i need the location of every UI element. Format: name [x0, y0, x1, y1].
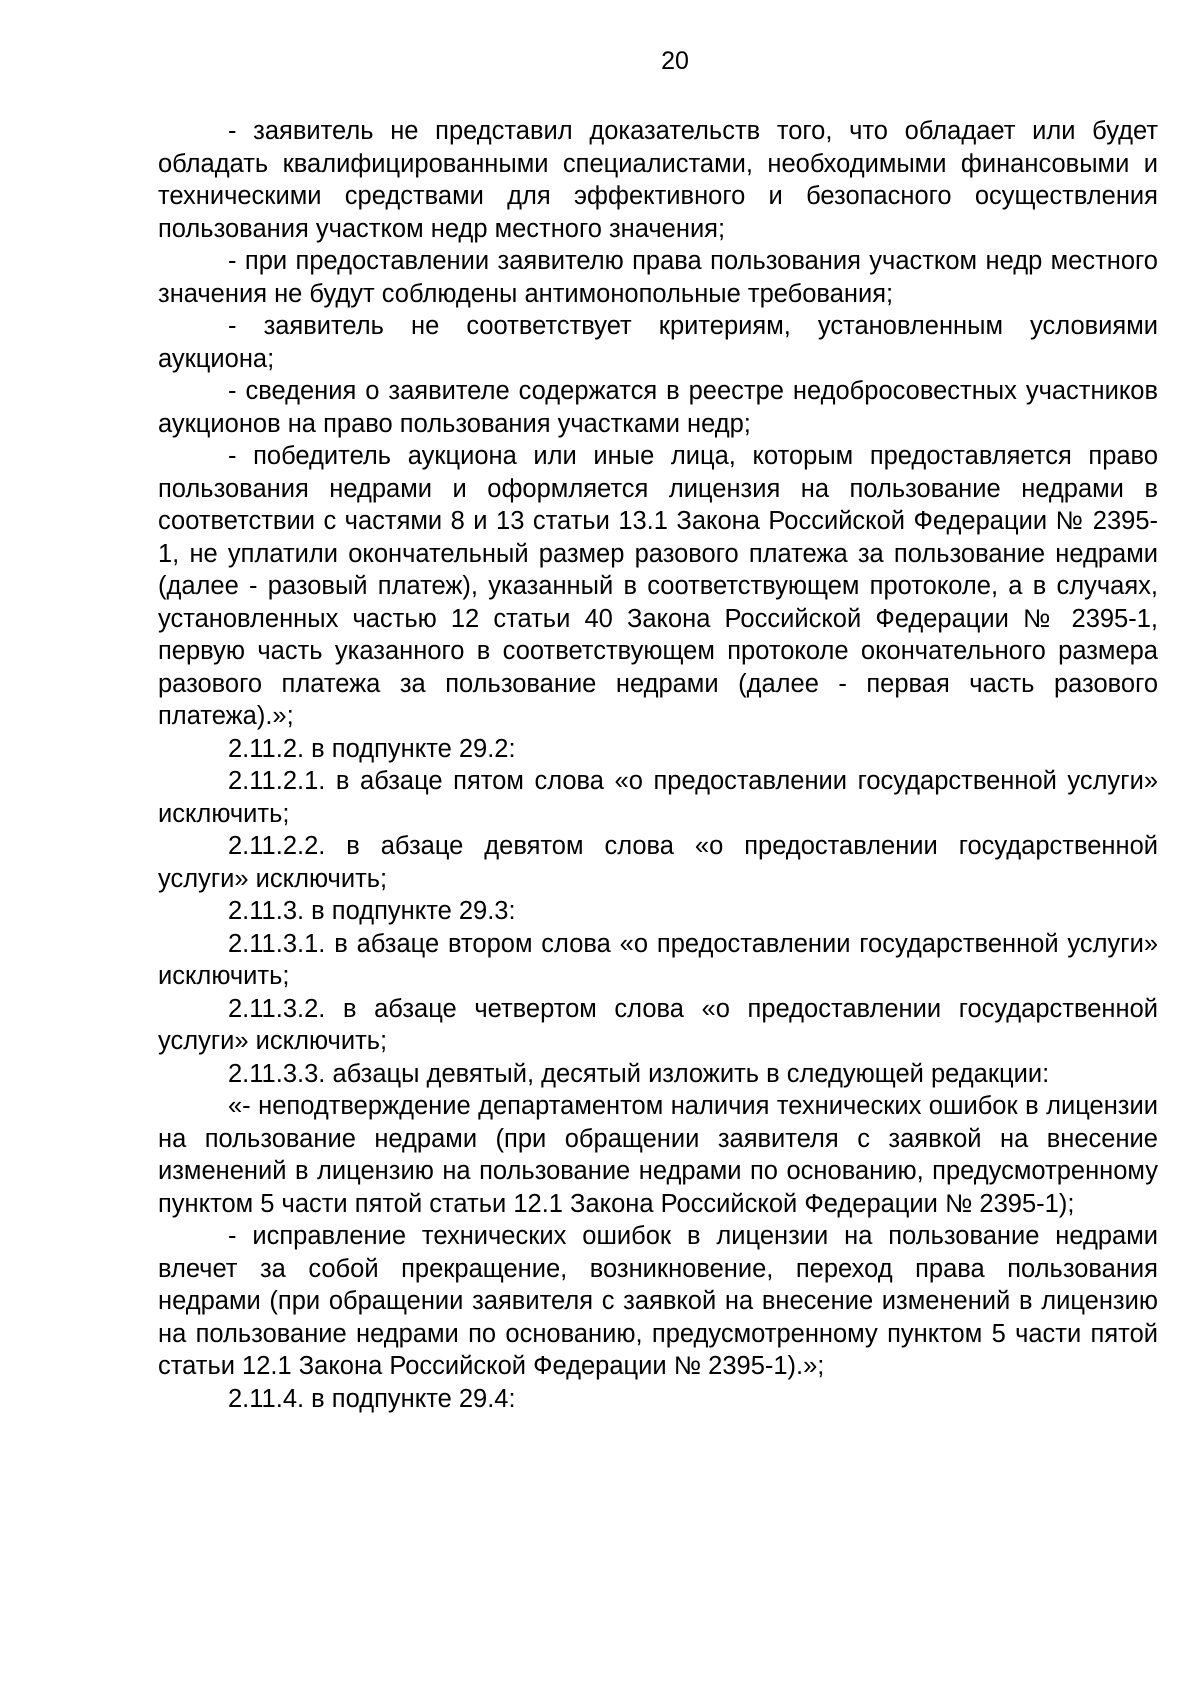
- document-body: [158, 115, 1158, 1415]
- paragraph-2-11-2-2: 2.11.2.2. в абзаце девятом слова «о предоставлении государственной услуги» исключить;: [158, 832, 1158, 893]
- paragraph-criteria: - заявитель не соответствует критериям, установленным условиями аукциона;: [158, 312, 1158, 373]
- paragraph-error-correction: - исправление технических ошибок в лицензии на пользование недрами влечет за собой прекращение, возникновение, переход права пользования недрами (при обращении заявителя с заявкой на внесение изменений в лицензию на пользование недрами по основанию, предусмотренному пунктом 5 части пятой статьи 12.1 Закона Российской Федерации № 2395-1).»;: [158, 1222, 1158, 1380]
- paragraph-2-11-3-2: 2.11.3.2. в абзаце четвертом слова «о предоставлении государственной услуги» исключить;: [158, 994, 1158, 1055]
- paragraph-2-11-3-1: 2.11.3.1. в абзаце втором слова «о предоставлении государственной услуги» исключить;: [158, 929, 1158, 990]
- paragraph-2-11-4: 2.11.4. в подпункте 29.4:: [228, 1384, 516, 1413]
- paragraph-applicant-no-evidence: - заявитель не представил доказательств того, что обладает или будет обладать квалифицированными специалистами, необходимыми финансовыми и техническими средствами для эффективного и безопасного осуществления пользования участком недр местного значения;: [158, 117, 1158, 243]
- paragraph-technical-errors: «- неподтверждение департаментом наличия технических ошибок в лицензии на пользование недрами (при обращении заявителя с заявкой на внесение изменений в лицензию на пользование недрами по основанию, предусмотренному пунктом 5 части пятой статьи 12.1 Закона Российской Федерации № 2395-1);: [158, 1092, 1158, 1218]
- paragraph-2-11-2: 2.11.2. в подпункте 29.2:: [228, 734, 516, 763]
- paragraph-auction-winner: - победитель аукциона или иные лица, которым предоставляется право пользования недрами и оформляется лицензия на пользование недрами в соответствии с частями 8 и 13 статьи 13.1 Закона Российской Федерации № 2395-1, не уплатили окончательный размер разового платежа за пользование недрами (далее - разовый платеж), указанный в соответствующем протоколе, а в случаях, установленных частью 12 статьи 40 Закона Российской Федерации № 2395-1, первую часть указанного в соответствующем протоколе окончательного размера разового платежа за пользование недрами (далее - первая часть разового платежа).»;: [158, 442, 1158, 730]
- page-number: 20: [661, 47, 689, 75]
- paragraph-registry: - сведения о заявителе содержатся в реестре недобросовестных участников аукционов на право пользования участками недр;: [158, 377, 1158, 438]
- paragraph-antimonopoly: - при предоставлении заявителю права пользования участком недр местного значения не будут соблюдены антимонопольные требования;: [158, 247, 1158, 308]
- paragraph-2-11-3-3: 2.11.3.3. абзацы девятый, десятый изложить в следующей редакции:: [228, 1059, 1050, 1088]
- paragraph-2-11-3: 2.11.3. в подпункте 29.3:: [228, 897, 516, 925]
- paragraph-2-11-2-1: 2.11.2.1. в абзаце пятом слова «о предоставлении государственной услуги» исключить;: [158, 767, 1158, 828]
